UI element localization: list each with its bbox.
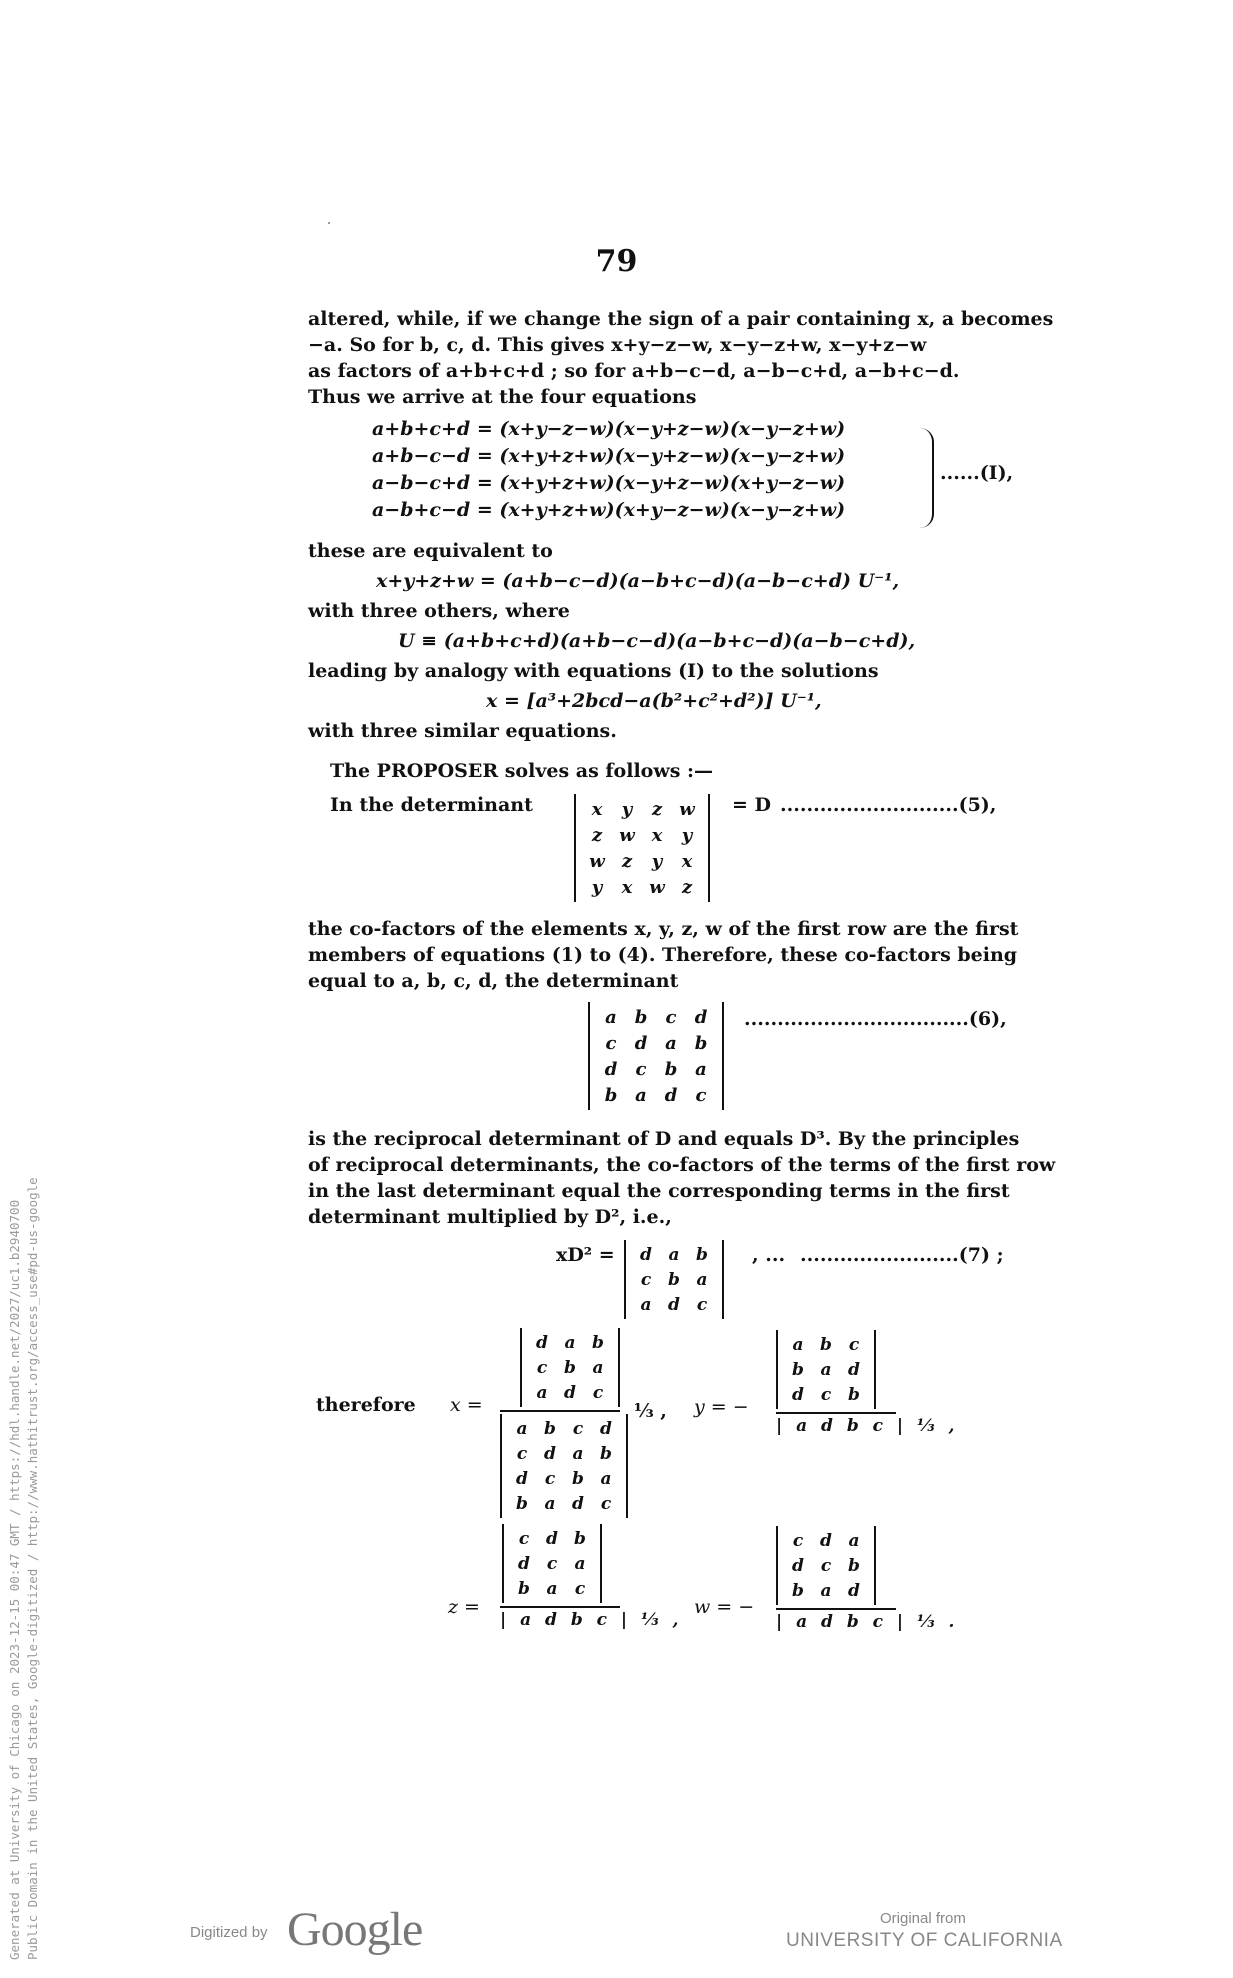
y-denominator: | a d b c | ⅓ , [776, 1416, 959, 1436]
determinant-row [784, 1578, 868, 1603]
determinant-row [510, 1551, 594, 1576]
determinant-element: b [572, 1468, 584, 1489]
reciprocal-line: determinant multiplied by D², i.e., [308, 1206, 672, 1228]
determinant-element: c [600, 1493, 612, 1514]
z-numerator-determinant [502, 1524, 602, 1603]
intro-line: −a. So for b, c, d. This gives x+y−z−w, x−y−z+w, x−y+z−w [308, 334, 927, 356]
three-others-text: with three others, where [308, 600, 570, 622]
determinant-element: a [820, 1359, 832, 1380]
determinant-element: c [695, 1084, 707, 1106]
determinant-row [582, 822, 702, 848]
reciprocal-line: in the last determinant equal the corresponding terms in the first [308, 1180, 1010, 1202]
equiv-equation: x+y+z+w = (a+b−c−d)(a−b+c−d)(a−b−c+d) U⁻¹, [376, 570, 900, 592]
determinant-row [784, 1332, 868, 1357]
determinant-element: z [681, 876, 693, 898]
w-numerator-determinant [776, 1526, 876, 1605]
determinant-row [582, 796, 702, 822]
equation-I-2: a+b−c−d = (x+y+z+w)(x−y+z−w)(x−y−z+w) [372, 445, 846, 467]
reciprocal-line: is the reciprocal determinant of D and equals D³. By the principles [308, 1128, 1020, 1150]
determinant-element: d [848, 1580, 860, 1601]
determinant-row [508, 1491, 620, 1516]
determinant-element: d [516, 1468, 528, 1489]
three-similar-text: with three similar equations. [308, 720, 617, 742]
determinant-7 [624, 1240, 724, 1319]
determinant-element: b [792, 1580, 804, 1601]
determinant-element: d [664, 1084, 678, 1106]
determinant-row [596, 1056, 716, 1082]
determinant-element: b [792, 1359, 804, 1380]
original-from-text: Original from [880, 1910, 966, 1927]
determinant-element: d [518, 1553, 530, 1574]
determinant-element: x [681, 850, 693, 872]
determinant-element: a [820, 1580, 832, 1601]
equation-I-4: a−b+c−d = (x+y+z+w)(x+y−z−w)(x−y−z+w) [372, 499, 846, 521]
determinant-element: d [640, 1244, 652, 1265]
determinant-element: x [621, 876, 633, 898]
determinant-row [508, 1441, 620, 1466]
determinant-element: a [544, 1493, 556, 1514]
x-label: x = [450, 1394, 483, 1416]
determinant-element: b [600, 1443, 612, 1464]
equation-I-1: a+b+c+d = (x+y−z−w)(x−y+z−w)(x−y−z+w) [372, 418, 846, 440]
determinant-row [508, 1466, 620, 1491]
z-denominator: | a d b c | ⅓ , [500, 1610, 683, 1630]
determinant-element: b [848, 1555, 860, 1576]
determinant-row [632, 1267, 716, 1292]
determinant-element: a [600, 1468, 612, 1489]
determinant-element: a [536, 1382, 548, 1403]
determinant-element: b [696, 1244, 708, 1265]
determinant-element: a [546, 1578, 558, 1599]
determinant-row [632, 1292, 716, 1317]
determinant-element: c [544, 1468, 556, 1489]
eq7-lhs: xD² = [556, 1244, 615, 1266]
w-denominator: | a d b c | ⅓ . [776, 1612, 959, 1632]
cofactor-line: equal to a, b, c, d, the determinant [308, 970, 679, 992]
determinant-element: w [619, 824, 635, 846]
determinant-element: d [572, 1493, 584, 1514]
determinant-row [528, 1355, 612, 1380]
determinant-element: d [564, 1382, 576, 1403]
determinant-element: x [651, 824, 663, 846]
determinant-element: d [792, 1555, 804, 1576]
determinant-element: a [696, 1269, 708, 1290]
determinant-element: c [605, 1032, 617, 1054]
determinant-element: a [516, 1418, 528, 1439]
determinant-element: c [820, 1384, 832, 1405]
determinant-element: c [696, 1294, 708, 1315]
intro-line: Thus we arrive at the four equations [308, 386, 697, 408]
google-logo: Google [287, 1903, 423, 1956]
determinant-element: z [591, 824, 603, 846]
determinant-element: a [635, 1084, 647, 1106]
intro-line: altered, while, if we change the sign of a pair containing x, a becomes [308, 308, 1054, 330]
determinant-row [784, 1382, 868, 1407]
determinant-row [508, 1416, 620, 1441]
determinant-element: b [820, 1334, 832, 1355]
determinant-element: y [621, 798, 633, 820]
determinant-element: b [574, 1528, 586, 1549]
determinant-element: b [604, 1084, 618, 1106]
determinant-element: a [605, 1006, 617, 1028]
determinant-row [596, 1004, 716, 1030]
digitized-by-text: Digitized by [190, 1924, 268, 1941]
therefore-text: therefore [316, 1394, 416, 1416]
watermark-line: Public Domain in the United States, Google-digitized / http://www.hathitrust.org/access_use#pd-us-google [25, 1177, 40, 1960]
determinant-element: b [544, 1418, 556, 1439]
x-fraction-line [500, 1410, 620, 1412]
determinant-element: c [792, 1530, 804, 1551]
determinant-element: b [848, 1384, 860, 1405]
determinant-element: c [572, 1418, 584, 1439]
w-label: w = − [694, 1596, 755, 1618]
solution-equation: x = [a³+2bcd−a(b²+c²+d²)] U⁻¹, [486, 690, 822, 712]
page-number: 79 [595, 244, 638, 279]
determinant-element: a [572, 1443, 584, 1464]
determinant-row [596, 1082, 716, 1108]
determinant-element: y [591, 876, 603, 898]
determinant-element: d [820, 1530, 832, 1551]
university-text: UNIVERSITY OF CALIFORNIA [786, 1930, 1063, 1951]
determinant-element: d [544, 1443, 556, 1464]
determinant-row [528, 1330, 612, 1355]
determinant-element: c [640, 1269, 652, 1290]
determinant-row [596, 1030, 716, 1056]
determinant-element: d [604, 1058, 618, 1080]
determinant-element: b [518, 1578, 530, 1599]
det5-rhs: = D [732, 794, 772, 816]
determinant-element: b [668, 1269, 680, 1290]
determinant-element: y [651, 850, 663, 872]
y-label: y = − [694, 1396, 749, 1418]
x-denominator-power: ⅓ , [634, 1400, 667, 1422]
determinant-element: d [634, 1032, 648, 1054]
determinant-row [784, 1357, 868, 1382]
determinant-element: a [574, 1553, 586, 1574]
determinant-element: d [600, 1418, 612, 1439]
determinant-element: w [649, 876, 665, 898]
determinant-element: c [665, 1006, 677, 1028]
determinant-element: w [679, 798, 695, 820]
determinant-element: c [848, 1334, 860, 1355]
determinant-element: z [651, 798, 663, 820]
system-brace [918, 428, 934, 528]
intro-line: as factors of a+b+c+d ; so for a+b−c−d, a−b−c+d, a−b+c−d. [308, 360, 960, 382]
in-determinant-text: In the determinant [330, 794, 533, 816]
determinant-row [582, 874, 702, 900]
determinant-element: a [640, 1294, 652, 1315]
speck [328, 222, 330, 224]
reciprocal-paragraph [308, 1126, 1056, 1230]
determinant-row [784, 1553, 868, 1578]
hathitrust-watermark [6, 1177, 42, 1960]
determinant-element: c [820, 1555, 832, 1576]
equation-label-5: ...........................(5), [780, 794, 997, 816]
equation-label-7: ........................(7) ; [800, 1244, 1004, 1266]
determinant-element: a [668, 1244, 680, 1265]
determinant-row [510, 1576, 594, 1601]
equation-label-I: ......(I), [940, 462, 1014, 484]
watermark-line: Generated at University of Chicago on 2023-12-15 00:47 GMT / https://hdl.handle.net/2027/uc1.b2940700 [7, 1199, 22, 1960]
equation-label-6: ..................................(6), [744, 1008, 1007, 1030]
equation-I-3: a−b−c+d = (x+y+z+w)(x−y+z−w)(x+y−z−w) [372, 472, 846, 494]
determinant-element: c [536, 1357, 548, 1378]
determinant-element: c [635, 1058, 647, 1080]
determinant-element: b [592, 1332, 604, 1353]
determinant-row [632, 1242, 716, 1267]
intro-paragraph [308, 306, 1054, 410]
determinant-row [784, 1528, 868, 1553]
determinant-6 [588, 1002, 724, 1110]
determinant-5 [574, 794, 710, 902]
determinant-element: a [848, 1530, 860, 1551]
proposer-line: The PROPOSER solves as follows :— [330, 760, 714, 782]
determinant-element: d [536, 1332, 548, 1353]
determinant-element: b [634, 1006, 648, 1028]
z-label: z = [448, 1596, 480, 1618]
z-fraction-line [500, 1606, 620, 1608]
determinant-element: x [591, 798, 603, 820]
determinant-element: y [681, 824, 693, 846]
y-fraction-line [776, 1412, 896, 1414]
u-definition: U ≡ (a+b+c+d)(a+b−c−d)(a−b+c−d)(a−b−c+d), [398, 630, 916, 652]
x-numerator-determinant [520, 1328, 620, 1407]
determinant-element: b [694, 1032, 708, 1054]
determinant-element: c [592, 1382, 604, 1403]
determinant-element: d [694, 1006, 708, 1028]
determinant-row [528, 1380, 612, 1405]
determinant-element: b [564, 1357, 576, 1378]
determinant-element: a [665, 1032, 677, 1054]
determinant-element: c [518, 1528, 530, 1549]
determinant-row [510, 1526, 594, 1551]
determinant-element: d [848, 1359, 860, 1380]
determinant-row [582, 848, 702, 874]
determinant-element: d [546, 1528, 558, 1549]
cofactor-line: the co-factors of the elements x, y, z, w of the first row are the first [308, 918, 1019, 940]
x-denominator-determinant [500, 1414, 628, 1518]
w-fraction-line [776, 1608, 896, 1610]
determinant-element: c [516, 1443, 528, 1464]
determinant-element: a [592, 1357, 604, 1378]
equiv-text: these are equivalent to [308, 540, 553, 562]
determinant-element: d [668, 1294, 680, 1315]
reciprocal-line: of reciprocal determinants, the co-factors of the terms of the first row [308, 1154, 1056, 1176]
leading-text: leading by analogy with equations (I) to the solutions [308, 660, 879, 682]
determinant-element: c [546, 1553, 558, 1574]
cofactor-line: members of equations (1) to (4). Therefore, these co-factors being [308, 944, 1018, 966]
determinant-element: b [516, 1493, 528, 1514]
determinant-element: w [589, 850, 605, 872]
determinant-element: c [574, 1578, 586, 1599]
determinant-element: z [621, 850, 633, 872]
determinant-element: b [664, 1058, 678, 1080]
determinant-element: d [792, 1384, 804, 1405]
determinant-element: a [564, 1332, 576, 1353]
eq7-ellipsis: , ... [752, 1244, 786, 1266]
y-numerator-determinant [776, 1330, 876, 1409]
determinant-element: a [695, 1058, 707, 1080]
cofactor-paragraph [308, 916, 1018, 994]
determinant-element: a [792, 1334, 804, 1355]
